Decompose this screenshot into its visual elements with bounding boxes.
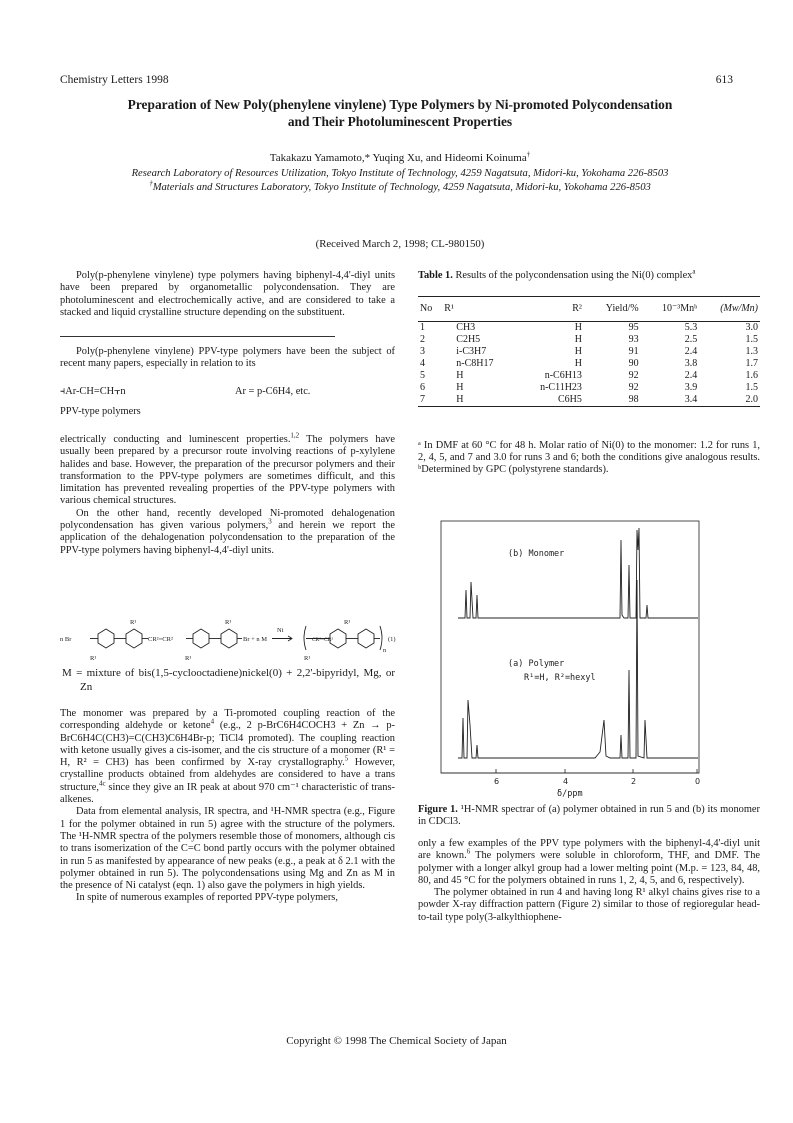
table-cell: 3.0 — [745, 322, 758, 333]
monomer-text-b: (e.g., 2 p-BrC6H4COCH3 + Zn → p-BrC6H4C(CH3)=C(CH3)C6H4Br-p; TiCl4 promoted). The coupling reaction with ketone usually gives a cis-isomer, and the cis structure of a monomer (R¹ = H, R² = CH3) has been confirmed by X-ray crystallography. — [60, 720, 396, 769]
right-text-1 — [418, 838, 760, 887]
monomer-text-a: The monomer was prepared by a Ti-promoted coupling reaction of the corresponding aldehyde or ketone — [60, 708, 395, 732]
figure-frame — [441, 521, 699, 773]
m-definition: M = mixture of bis(1,5-cyclooctadiene)nickel(0) + 2,2'-bipyridyl, Mg, or Zn — [62, 667, 395, 693]
table-row — [418, 394, 760, 407]
table-cell: H — [456, 382, 464, 393]
figure-label: Figure 1. — [418, 804, 458, 815]
figure-caption — [418, 804, 760, 828]
intro-paragraph-1 — [60, 346, 395, 371]
table-row — [418, 322, 760, 335]
table-cell: 1.6 — [745, 370, 758, 381]
spite-text: In spite of numerous examples of reported PPV-type polymers, — [76, 892, 338, 904]
table-label: Table 1. — [418, 270, 453, 281]
table-cell: 2.5 — [684, 334, 698, 345]
table-cell: 2.0 — [745, 394, 758, 405]
table-caption-text: Results of the polycondensation using the Ni(0) complex — [455, 270, 693, 281]
table-caption — [418, 267, 760, 282]
table-cell: H — [574, 334, 582, 345]
reaction-scheme — [60, 612, 400, 670]
table-cell: 5 — [420, 370, 425, 381]
table-cell: 92 — [628, 370, 639, 381]
scheme-r1-e: R¹ — [344, 619, 351, 626]
table-header-cell: 10⁻³Mnᵇ — [661, 303, 698, 314]
table-cell: H — [456, 394, 464, 405]
ppv-formula-right: Ar = p-C6H4, etc. — [235, 386, 311, 397]
intro-text-2a: electrically conducting and luminescent properties. — [60, 434, 291, 445]
table-cell: H — [456, 370, 464, 381]
table-cell: 3.4 — [684, 394, 698, 405]
table-cell: 3.8 — [684, 358, 698, 369]
abstract-text: Poly(p-phenylene vinylene) type polymers having biphenyl-4,4'-diyl units have been prepared by organometallic polycondensation. They are photoluminescent and electrochemically active, and are considered to take a stacked and liquid crystalline structure depending on the substituent. — [60, 270, 395, 318]
label-monomer: (b) Monomer — [508, 549, 565, 559]
table-cell: H — [574, 346, 582, 357]
scheme-r1-c: R¹ — [225, 619, 232, 626]
table-row — [418, 370, 760, 382]
ppv-formula-left: ⫞Ar-CH=CH⫟n — [60, 386, 126, 397]
axis-label: δ/ppm — [557, 789, 583, 799]
scheme-eq-number: (1) — [388, 636, 396, 643]
analysis-text: Data from elemental analysis, IR spectra, and ¹H-NMR spectra (e.g., Figure 1 for the polymer obtained in run 5) agree with the structure of the polymers. The ¹H-NMR spectra of the polymers resemble those of monomers, although cis to trans isomerization of the C=C bond partly occurs with the polymer obtained in run 5 as manifested by appearance of new peaks (e.g., a peak at δ 2.1 with the polymer obtained in run 5). The polycondensations using Mg and Zn as M in the presence of Ni catalyst (eqn. 1) also gave the polymers in high yields. — [60, 806, 395, 892]
x-tick-label: 2 — [631, 777, 637, 786]
benzene-ring-6 — [358, 629, 374, 648]
x-tick-label: 6 — [494, 777, 500, 786]
affiliation-2 — [40, 181, 760, 194]
scheme-start: n Br — [60, 636, 72, 643]
table-cell: 1.5 — [745, 382, 758, 393]
abstract-divider — [60, 336, 335, 337]
table-cell: 4 — [420, 358, 425, 369]
scheme-vinylene-2: CR²=CR² — [312, 637, 334, 643]
ref-3: 3 — [268, 517, 272, 526]
table-header-row — [418, 297, 760, 322]
x-tick-label: 4 — [563, 777, 569, 786]
intro-text-1: Poly(p-phenylene vinylene) PPV-type polymers have been the subject of recent many papers, especially in relation to its — [60, 346, 395, 370]
author-names: Takakazu Yamamoto,* Yuqing Xu, and Hideomi Koinuma — [269, 152, 527, 164]
table-cell: 6 — [420, 382, 425, 393]
intro-text-2b: The polymers have usually been prepared by a precursor route involving reactions of p-xylylene halides and base. However, the preparation of the precursor polymers and their transformation to the PPV-type polymers are sometimes difficult, and this limitation has prevented revealing properties of the PPV-type polymers with various chemical structures. — [60, 434, 395, 507]
table-header-cell: R¹ — [444, 303, 454, 314]
ref-4c: 4c — [98, 779, 106, 788]
author-dagger: † — [526, 150, 531, 159]
results-table — [418, 296, 760, 407]
monomer-text-d: since they give an IR peak at about 970 cm⁻¹ characteristic of trans-alkenes. — [60, 781, 395, 806]
right-text-2: The polymer obtained in run 4 and having long R¹ alkyl chains gives rise to a powder X-ray diffraction pattern (Figure 2) similar to those of regioregular head-to-tail type poly(3-alkylthiophene- — [418, 887, 760, 923]
intro-text-3 — [60, 508, 395, 557]
intro-paragraph-2 — [60, 431, 395, 557]
scheme-r1-f: R¹ — [304, 655, 311, 662]
table-header-cell: (Mw/Mn) — [720, 303, 758, 314]
table-cell: CH3 — [456, 322, 476, 333]
monomer-spectrum — [458, 528, 698, 618]
table-footnote: ᵃ In DMF at 60 °C for 48 h. Molar ratio of Ni(0) to the monomer: 1.2 for runs 1, 2, 4, 5, and 7 and 3.0 for runs 3 and 6; both the conditions give analogous results. ᵇDetermined by GPC (polystyrene standards). — [418, 440, 760, 475]
intro-text-3b: and herein we report the application of the dehalogenation polycondensation to the preparation of the PPV-type polymers having biphenyl-4,4'-diyl units. — [60, 520, 395, 556]
table-cell: 1.7 — [745, 358, 758, 369]
benzene-ring-4 — [221, 629, 237, 648]
label-polymer-sub: R¹=H, R²=hexyl — [524, 673, 596, 683]
table-cell: C6H5 — [558, 394, 582, 405]
table-cell: 90 — [628, 358, 639, 369]
monomer-text-c: However, crystalline products obtained from aldehydes are considered to have a trans structure, — [60, 757, 395, 793]
table-cell: n-C6H13 — [544, 370, 582, 381]
scheme-r1-d: R¹ — [185, 655, 192, 662]
table-cell: 1 — [420, 322, 425, 333]
scheme-reagent: Br + n M — [243, 636, 268, 643]
title-line-2: and Their Photoluminescent Properties — [287, 114, 513, 129]
table-row — [418, 358, 760, 370]
table-cell: 3 — [420, 346, 425, 357]
table-caption-sup: a — [692, 267, 696, 276]
table-row — [418, 382, 760, 394]
benzene-ring-1 — [98, 629, 114, 648]
results-table-grid — [418, 296, 760, 407]
body-paragraph-left — [60, 708, 395, 905]
benzene-ring-2 — [126, 629, 142, 648]
ref-4: 4 — [210, 717, 215, 726]
scheme-catalyst: Ni — [277, 627, 284, 634]
figure-caption-text: ¹H-NMR spectrar of (a) polymer obtained in run 5 and (b) its monomer in CDCl3. — [418, 804, 760, 827]
table-header-cell: R² — [572, 303, 582, 314]
polymer-spectrum — [458, 580, 698, 758]
intro-text-3a: On the other hand, recently developed Ni-promoted dehalogenation polycondensation has given various polymers, — [60, 507, 395, 532]
ref-6: 6 — [466, 847, 471, 856]
abstract — [60, 270, 395, 319]
bracket-right — [380, 626, 382, 650]
title-line-1: Preparation of New Poly(phenylene vinylene) Type Polymers by Ni-promoted Polycondensation — [127, 97, 673, 112]
table-cell: 98 — [628, 394, 639, 405]
page-number: 613 — [715, 74, 733, 86]
table-cell: 2 — [420, 334, 425, 345]
scheme-vinylene-1: CR²=CR² — [148, 636, 173, 643]
table-cell: 3.9 — [684, 382, 698, 393]
bracket-left — [304, 626, 306, 650]
table-cell: H — [574, 358, 582, 369]
affiliation-2-text: Materials and Structures Laboratory, Tokyo Institute of Technology, 4259 Nagatsuta, Midori-ku, Yokohama 226-8503 — [152, 182, 651, 193]
right-text-1b: The polymers were soluble in chloroform, THF, and DMF. The polymer with a longer alkyl group had a lower melting point (M.p. = 123, 84, 48, 80, and 45 °C for the polymers obtained in runs 1, 2, 4, 5, and 6, respectively). — [418, 850, 761, 886]
journal-name: Chemistry Letters 1998 — [60, 74, 169, 86]
table-cell: 2.4 — [684, 370, 698, 381]
ref-5: 5 — [344, 754, 349, 763]
table-cell: 95 — [628, 322, 639, 333]
intro-text-2 — [60, 431, 395, 508]
nmr-figure — [440, 520, 740, 820]
label-polymer: (a) Polymer — [508, 659, 565, 669]
table-cell: n-C11H23 — [540, 382, 582, 393]
affiliation-1: Research Laboratory of Resources Utilization, Tokyo Institute of Technology, 4259 Nagatsuta, Midori-ku, Yokohama 226-8503 — [131, 168, 669, 179]
monomer-text — [60, 708, 395, 806]
table-cell: 7 — [420, 394, 425, 405]
table-cell: 2.4 — [684, 346, 698, 357]
table-header-cell: Yield/% — [605, 303, 639, 314]
table-cell: 93 — [628, 334, 639, 345]
table-header-cell: No — [420, 303, 433, 314]
table-cell: 5.3 — [684, 322, 698, 333]
paper-title — [60, 96, 740, 130]
right-text-1a: only a few examples of the PPV type polymers with the biphenyl-4,4'-diyl unit are known. — [418, 838, 760, 862]
table-cell: 1.3 — [745, 346, 758, 357]
ppv-formula-caption: PPV-type polymers — [60, 406, 141, 417]
table-row — [418, 334, 760, 346]
scheme-r1-a: R¹ — [130, 619, 137, 626]
table-row — [418, 346, 760, 358]
body-paragraph-right — [418, 838, 760, 924]
copyright: Copyright © 1998 The Chemical Society of Japan — [286, 1035, 507, 1047]
table-cell: 91 — [628, 346, 639, 357]
table-cell: H — [574, 322, 582, 333]
x-tick-label: 0 — [695, 777, 701, 786]
table-cell: 1.5 — [745, 334, 758, 345]
table-cell: C2H5 — [456, 334, 481, 345]
ref-1-2: 1,2 — [290, 431, 300, 440]
received-line: (Received March 2, 1998; CL-980150) — [315, 238, 485, 250]
affiliation-dagger: † — [149, 179, 153, 188]
scheme-r1-b: R¹ — [90, 655, 97, 662]
benzene-ring-3 — [193, 629, 209, 648]
table-cell: 92 — [628, 382, 639, 393]
author-list — [60, 152, 740, 164]
table-cell: i-C3H7 — [456, 346, 487, 357]
table-cell: n-C8H17 — [456, 358, 494, 369]
scheme-n: n — [383, 647, 387, 654]
